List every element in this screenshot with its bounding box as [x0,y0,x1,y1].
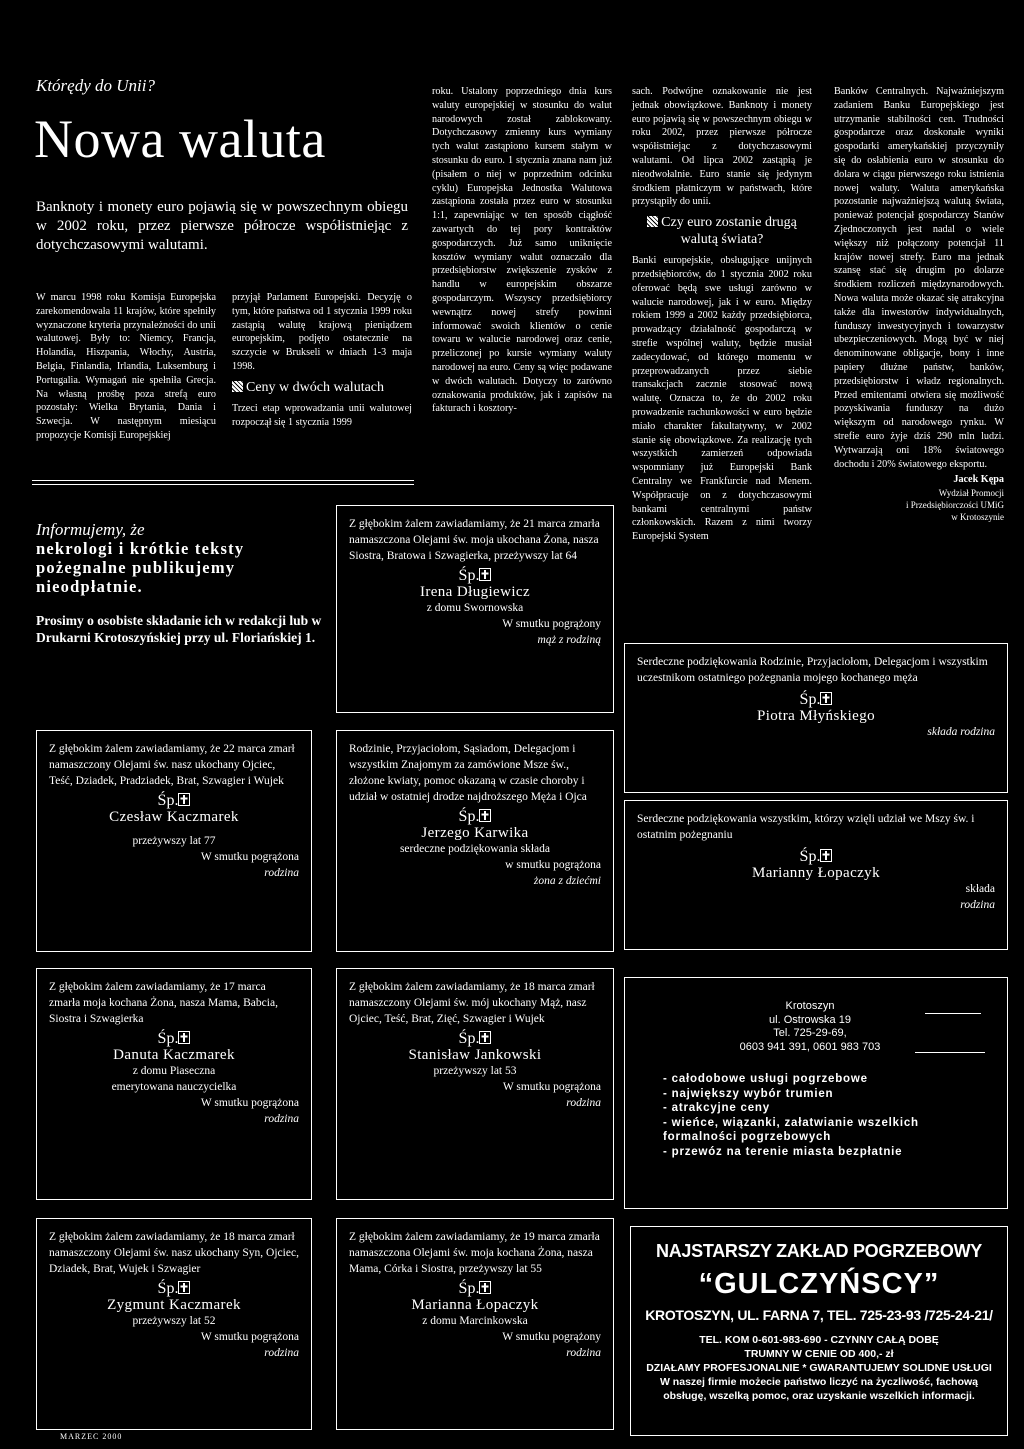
thanks-signature: składa [965,883,995,895]
obituary-age: przeżywszy lat 52 [132,1315,216,1327]
obituary-sp: Śp. [349,1031,601,1047]
obituary-signature: rodzina [264,1113,299,1125]
obituary-mourners: W smutku pogrążona [200,1331,299,1343]
thanks-mlynski [624,643,1008,793]
ad-service-item: - wieńce, wiązanki, załatwianie wszelkich [663,1116,919,1129]
author-role: w Krotoszynie [951,512,1004,523]
obituary-signature: mąż z rodziną [537,634,601,646]
article-column-4 [632,85,812,544]
obituary-age: przeżywszy lat 77 [132,835,216,847]
obituary-text: Z głębokim żalem zawiadamiamy, że 19 marca zmarła namaszczona Olejami św. moja kochana Żona, nasza Mama, Córka i Siostra, przeżywszy lat 55 [349,1231,600,1275]
ad-text: obsługę, wszelką pomoc, oraz uzyskanie wszelkich informacji. [663,1390,975,1402]
thanks-text: Rodzinie, Przyjaciołom, Sąsiadom, Delegacjom i wszystkim Znajomym za zamówione Msze św., złożone kwiaty, pomoc okazaną w czasie choroby i udział w ostatniej drodze najdroższego Męża i Ojca [349,743,587,803]
obituary-name: Zygmunt Kaczmarek [107,1297,241,1313]
ad-address: KROTOSZYN, UL. FARNA 7, TEL. 725-23-93 /725-24-21/ [645,1307,993,1323]
thanks-signature: składa rodzina [927,726,995,738]
article-text: Banków Centralnych. Najważniejszym zadaniem Banku Europejskiego jest utrzymanie stabilności cen. Trudności gospodarcze oraz doskonałe wyniki gospodarki amerykańskiej przyczyniły się do osłabienia euro w stosunku do dolara w ciągu pierwszego roku istnienia nowej waluty. Waluta amerykańska pozostanie najważniejszą walutą świata, ponieważ potencjał gospodarczy Stanów Zjednoczonych jest nadal o wiele większy niż połączony potencjał 11 krajów nowej strefy. Euro ma jednak szansę stać się drugim po dolarze środkiem rozliczeń międzynarodowych. Nowa waluta może okazać się atrakcyjna także dla inwestorów indywidualnych, funduszy inwestycyjnych i towarzystw ubezpieczeniowych. Mogą być w niej denominowane obligacje, bony i inne papiery dłużne państw, banków, przedsiębiorstw i władz regionalnych. Przed emitentami otwiera się możliwość pozyskiwania funduszy na dużo większym od narodowego rynku. W strefie euro żyje dziś 290 mln ludzi. Wytwarzają oni 18% światowego dochodu i 20% światowego eksportu. [834,86,1004,470]
obituary-kaczmarek-danuta [36,968,312,1200]
divider [32,480,414,485]
article-lead: Banknoty i monety euro pojawią się w powszechnym obiegu w 2002 roku, przez pierwsze półrocze współistniejąc z dotychczasowymi walutami. [36,199,408,253]
ad-text: DZIAŁAMY PROFESJONALNIE * GWARANTUJEMY SOLIDNE USŁUGI [646,1362,992,1374]
obituary-name: Marianna Łopaczyk [411,1297,539,1313]
thanks-line: serdeczne podziękowania składa [399,843,551,855]
obituary-name: Czesław Kaczmarek [109,809,239,825]
ad-line [925,1013,981,1014]
obituary-signature: rodzina [264,867,299,879]
thanks-text: Serdeczne podziękowania Rodzinie, Przyjaciołom, Delegacjom i wszystkim uczestnikom ostatniego pożegnania mojego kochanego męża [637,656,988,684]
obituary-nee: z domu Piaseczna [132,1065,216,1077]
funeral-ad-krotoszyn [624,977,1008,1209]
obituary-signature: rodzina [264,1347,299,1359]
ad-service-item: - całodobowe usługi pogrzebowe [663,1073,868,1085]
thanks-lopaczyk [624,800,1008,950]
cross-icon [178,1281,190,1294]
article-text: roku. Ustalony poprzedniego dnia kurs waluty europejskiej w stosunku do walut narodowych został zablokowany. Dotychczasowy zmienny kurs wymiany tych walut zastąpiono kursem stałym w stosunku do euro. 1 stycznia znana nam już (pisałem o niej w poprzednim odcinku cyklu) Europejska Jednostka Walutowa zastąpiona została przez euro w stosunku 1:1, zapewniając w ten sposób ciągłość zawartych do tej pory kontraktów gospodarczych. Już samo uniknięcie kosztów wymiany walut oznaczało dla przedsiębiorstw zwiększenie zysków z handlu w europejskim obszarze gospodarczym. Wszyscy przedsiębiorcy wewnątrz nowej strefy powinni informować swoich klientów o cenie towaru w walucie narodowej oraz cenie, przeliczonej po kursie wymiany waluty narodowej na euro. Ceny są więc podawane w dwóch walutach. Dotyczy to zarówno oznakowania produktów, jak i zapisów na fakturach i kosztory- [432,86,612,415]
article-column-5 [834,85,1004,523]
cross-icon [479,568,491,581]
article-text: Trzeci etap wprowadzania unii walutowej rozpoczął się 1 stycznia 1999 [232,402,412,428]
obituary-jankowski [336,968,614,1200]
ad-address: Krotoszyn ul. Ostrowska 19 Tel. 725-29-69, 0603 941 391, 0601 983 703 [739,1000,881,1053]
cross-icon [479,1031,491,1044]
thanks-name: Jerzego Karwika [421,825,529,841]
ad-service-item: - atrakcyjne ceny [663,1102,770,1114]
obituary-name: Danuta Kaczmarek [113,1047,235,1063]
obituary-signature: rodzina [566,1097,601,1109]
ad-text: TEL. KOM 0-601-983-690 - CZYNNY CAŁĄ DOBĘ [699,1334,939,1346]
ad-headline: NAJSTARSZY ZAKŁAD POGRZEBOWY [656,1241,982,1261]
obituary-text: Z głębokim żalem zawiadamiamy, że 22 marca zmarł namaszczony Olejami św. nasz ukochany Ojciec, Teść, Dziadek, Pradziadek, Brat, Szwagier i Wujek [49,743,295,787]
cross-icon [178,1031,190,1044]
obituary-occupation: emerytowana nauczycielka [111,1081,237,1093]
square-bullet-icon [647,216,658,227]
article-column-1 [36,291,216,443]
thanks-signature: żona z dziećmi [533,875,601,887]
article-text: Banki europejskie, obsługujące unijnych przedsiębiorców, do 1 stycznia 2002 roku oferować będą swe usługi zarówno w walucie narodowej, jak i w euro. Między rokiem 1999 a 2002 każdy przedsiębiorca, prowadzący działalność gospodarczą w strefie wspólnej waluty, będzie musiał zadecydować, od którego momentu w przeprowadzanych przez siebie transakcjach zacznie stosować nową walutę. Oznacza to, że do 2002 roku prowadzenie rachunkowości w euro będzie miało charakter fakultatywny, w 2002 stanie się obowiązkowe. Za realizację tych wszystkich zamierzeń odpowiada wspomniany już Europejski Bank Centralny we Frankfurcie nad Menem. Współpracuje on z dotychczasowymi bankami centralnymi państw członkowskich. Razem z nimi tworzy Europejski System [632,255,812,543]
obituary-sp: Śp. [349,568,601,584]
obituary-mourners: W smutku pogrążony [502,1331,601,1343]
obituary-sp: Śp. [49,1031,299,1047]
obituary-nee: z domu Marcinkowska [422,1315,528,1327]
ad-company-name: “GULCZYŃSCY” [698,1268,940,1300]
ad-service-item: formalności pogrzebowych [663,1131,832,1143]
ad-line [915,1052,985,1053]
article-subheading: Ceny w dwóch walutach [232,379,412,396]
obituary-kaczmarek-czeslaw [36,730,312,952]
thanks-name: Marianny Łopaczyk [751,865,880,881]
author-role: Wydział Promocji [938,488,1004,499]
square-bullet-icon [232,381,243,392]
obituary-age: przeżywszy lat 53 [433,1065,517,1077]
thanks-name: Piotra Młyńskiego [756,708,876,724]
obituary-sp: Śp. [349,1281,601,1297]
obituary-text: Z głębokim żalem zawiadamiamy, że 18 marca zmarł namaszczony Olejami św. mój ukochany Mąż, nasz Ojciec, Teść, Brat, Zięć, Szwagier i Wujek [349,981,595,1025]
info-small-text: Prosimy o osobiste składanie ich w redakcji lub w Drukarni Krotoszyńskiej przy ul. Floriańskiej 1. [36,613,322,645]
obituary-sp: Śp. [637,849,995,865]
obituary-sp: Śp. [49,793,299,809]
obituary-mourners: W smutku pogrążony [502,618,601,630]
obituary-text: Z głębokim żalem zawiadamiamy, że 17 marca zmarła moja kochana Żona, nasza Mama, Babcia, Siostra i Szwagierka [49,981,278,1025]
thanks-karwik [336,730,614,952]
cross-icon [820,849,832,862]
obituary-sp: Śp. [49,1281,299,1297]
obituary-mourners: W smutku pogrążona [502,1081,601,1093]
article-text: sach. Podwójne oznakowanie nie jest jednak obowiązkowe. Banknoty i monety euro pojawią się w powszechnym obiegu w roku 2002, przez pierwsze półrocze współistniejąc z dotychczasowymi walutami. Od lipca 2002 zastąpią je nieodwołalnie. Euro stanie się jedynym środkiem płatniczym w państwach, które przystąpiły do unii. [632,86,812,208]
article-text: przyjął Parlament Europejski. Decyzję o tym, które państwa od 1 stycznia 1999 roku zastąpią walutę krajową pieniądzem europejskim, podjęto ostatecznie na szczycie w Brukseli w dniach 1-3 maja 1998. [232,292,412,372]
page-title: Nowa waluta [34,109,326,169]
cross-icon [178,793,190,806]
obituary-mourners: W smutku pogrążona [200,1097,299,1109]
obituary-sp: Śp. [637,692,995,708]
page-footer: MARZEC 2000 [60,1432,123,1441]
ad-services [663,1072,919,1159]
author-role: i Przedsiębiorczości UMiG [906,500,1004,511]
cross-icon [479,809,491,822]
obituary-name: Irena Długiewicz [419,584,531,600]
obituary-text: Z głębokim żalem zawiadamiamy, że 18 marca zmarł namaszczony Olejami św. nasz ukochany Syn, Ojciec, Dziadek, Brat, Wujek i Szwagier [49,1231,299,1275]
section-kicker: Którędy do Unii? [36,76,155,95]
obituary-text: Z głębokim żalem zawiadamiamy, że 21 marca zmarła namaszczona Olejami św. moja ukochana Żona, nasza Siostra, Bratowa i Szwagierka, przeżywszy lat 64 [349,518,600,562]
article-column-3 [432,85,612,416]
info-main-text: nekrologi i krótkie teksty pożegnalne publikujemy nieodpłatnie. [36,539,245,596]
info-title: Informujemy, że [36,520,145,539]
obituary-lopaczyk [336,1218,614,1430]
obituary-sp: Śp. [349,809,601,825]
obituary-mourners: W smutku pogrążona [200,851,299,863]
article-column-2 [232,291,412,429]
funeral-ad-gulczynscy [630,1226,1008,1436]
obituary-signature: rodzina [566,1347,601,1359]
obituary-name: Stanisław Jankowski [408,1047,542,1063]
ad-service-item: - największy wybór trumien [663,1087,834,1100]
thanks-mourners: w smutku pogrążona [505,859,601,871]
thanks-signature: rodzina [960,899,995,911]
ad-service-item: - przewóz na terenie miasta bezpłatnie [663,1145,903,1158]
article-text: W marcu 1998 roku Komisja Europejska zarekomendowała 11 krajów, które spełniły wyznaczone kryteria przynależności do unii walutowej. Były to: Niemcy, Francja, Holandia, Hiszpania, Włochy, Austria, Belgia, Finlandia, Irlandia, Luksemburg i Portugalia. Wymagań nie spełniła Grecja. Na własną prośbę poza strefą euro pozostały: Wielka Brytania, Dania i Szwecja. W następnym miesiącu propozycje Komisji Europejskiej [36,292,216,441]
cross-icon [820,692,832,705]
obituary-dlugiewicz [336,505,614,713]
obituary-kaczmarek-zygmunt [36,1218,312,1430]
thanks-text: Serdeczne podziękowania wszystkim, którzy wzięli udział we Mszy św. i ostatnim pożegnaniu [637,813,975,841]
cross-icon [479,1281,491,1294]
ad-text: W naszej firmie możecie państwo liczyć na życzliwość, fachową [659,1376,979,1388]
ad-text: TRUMNY W CENIE OD 400,- zł [744,1348,894,1360]
obituary-nee: z domu Swornowska [426,602,524,614]
info-notice [36,520,336,646]
author-name: Jacek Kępa [953,474,1004,486]
article-subheading: Czy euro zostanie drugą walutą świata? [632,214,812,248]
